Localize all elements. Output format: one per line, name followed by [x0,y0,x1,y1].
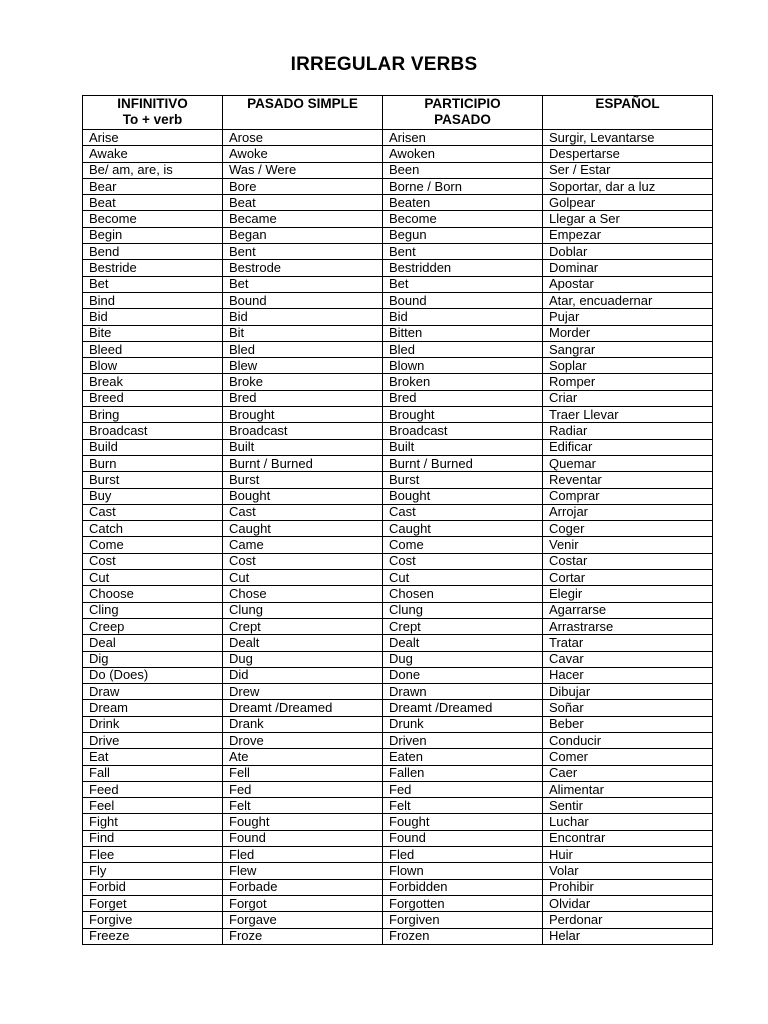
infinitive-cell: Dig [83,651,223,667]
past-participle-cell: Blown [383,358,543,374]
table-row [83,798,713,814]
table-row [83,211,713,227]
table-row [83,276,713,292]
spanish-cell: Arrojar [543,504,713,520]
spanish-cell: Morder [543,325,713,341]
table-row [83,130,713,146]
past-participle-cell: Come [383,537,543,553]
table-row [83,227,713,243]
table-row [83,602,713,618]
past-participle-cell: Brought [383,407,543,423]
table-row [83,341,713,357]
past-participle-cell: Dug [383,651,543,667]
table-row [83,814,713,830]
infinitive-cell: Choose [83,586,223,602]
spanish-cell: Atar, encuadernar [543,292,713,308]
past-simple-cell: Blew [223,358,383,374]
infinitive-cell: Cast [83,504,223,520]
table-row [83,374,713,390]
infinitive-cell: Blow [83,358,223,374]
past-participle-cell: Done [383,667,543,683]
past-participle-cell: Chosen [383,586,543,602]
past-simple-cell: Bore [223,178,383,194]
past-simple-cell: Broadcast [223,423,383,439]
table-row [83,895,713,911]
past-simple-cell: Began [223,227,383,243]
header-infinitivo-sublabel: To + verb [122,112,183,127]
infinitive-cell: Begin [83,227,223,243]
past-simple-cell: Came [223,537,383,553]
infinitive-cell: Forget [83,895,223,911]
past-participle-cell: Broken [383,374,543,390]
past-simple-cell: Bit [223,325,383,341]
past-participle-cell: Fed [383,781,543,797]
past-simple-cell: Brought [223,407,383,423]
past-participle-cell: Fought [383,814,543,830]
past-simple-cell: Did [223,667,383,683]
past-simple-cell: Ate [223,749,383,765]
spanish-cell: Elegir [543,586,713,602]
infinitive-cell: Creep [83,618,223,634]
spanish-cell: Encontrar [543,830,713,846]
infinitive-cell: Arise [83,130,223,146]
past-participle-cell: Crept [383,618,543,634]
past-simple-cell: Beat [223,195,383,211]
verb-rows [83,130,713,945]
past-participle-cell: Burst [383,472,543,488]
past-participle-cell: Become [383,211,543,227]
header-participio-sublabel: PASADO [434,112,491,127]
table-row [83,195,713,211]
infinitive-cell: Flee [83,847,223,863]
past-simple-cell: Felt [223,798,383,814]
spanish-cell: Conducir [543,732,713,748]
infinitive-cell: Bear [83,178,223,194]
past-participle-cell: Found [383,830,543,846]
past-simple-cell: Fled [223,847,383,863]
spanish-cell: Tratar [543,635,713,651]
infinitive-cell: Bind [83,292,223,308]
table-row [83,309,713,325]
past-simple-cell: Burst [223,472,383,488]
past-participle-cell: Bid [383,309,543,325]
past-participle-cell: Bent [383,244,543,260]
infinitive-cell: Broadcast [83,423,223,439]
infinitive-cell: Deal [83,635,223,651]
past-simple-cell: Bought [223,488,383,504]
infinitive-cell: Breed [83,390,223,406]
infinitive-cell: Draw [83,684,223,700]
past-simple-cell: Awoke [223,146,383,162]
past-participle-cell: Begun [383,227,543,243]
table-row [83,439,713,455]
past-simple-cell: Drew [223,684,383,700]
irregular-verbs-table [82,95,713,945]
past-participle-cell: Dealt [383,635,543,651]
table-row [83,586,713,602]
spanish-cell: Arrastrarse [543,618,713,634]
table-row [83,292,713,308]
spanish-cell: Prohibir [543,879,713,895]
infinitive-cell: Bid [83,309,223,325]
spanish-cell: Empezar [543,227,713,243]
spanish-cell: Doblar [543,244,713,260]
past-simple-cell: Drank [223,716,383,732]
past-participle-cell: Driven [383,732,543,748]
past-simple-cell: Cost [223,553,383,569]
table-row [83,521,713,537]
infinitive-cell: Bite [83,325,223,341]
table-row [83,716,713,732]
header-espanol [543,96,713,130]
past-simple-cell: Arose [223,130,383,146]
past-participle-cell: Awoken [383,146,543,162]
past-participle-cell: Arisen [383,130,543,146]
table-row [83,879,713,895]
past-simple-cell: Forbade [223,879,383,895]
spanish-cell: Venir [543,537,713,553]
past-participle-cell: Broadcast [383,423,543,439]
spanish-cell: Caer [543,765,713,781]
spanish-cell: Sentir [543,798,713,814]
past-simple-cell: Built [223,439,383,455]
infinitive-cell: Find [83,830,223,846]
table-row [83,488,713,504]
infinitive-cell: Fly [83,863,223,879]
past-participle-cell: Drawn [383,684,543,700]
past-participle-cell: Drunk [383,716,543,732]
past-participle-cell: Clung [383,602,543,618]
infinitive-cell: Bet [83,276,223,292]
spanish-cell: Helar [543,928,713,944]
infinitive-cell: Cling [83,602,223,618]
spanish-cell: Luchar [543,814,713,830]
table-row [83,618,713,634]
past-participle-cell: Bestridden [383,260,543,276]
table-header-row [83,96,713,130]
spanish-cell: Perdonar [543,912,713,928]
spanish-cell: Hacer [543,667,713,683]
past-participle-cell: Forbidden [383,879,543,895]
past-participle-cell: Fled [383,847,543,863]
infinitive-cell: Beat [83,195,223,211]
table-row [83,651,713,667]
header-infinitivo [83,96,223,130]
past-participle-cell: Felt [383,798,543,814]
infinitive-cell: Fight [83,814,223,830]
past-participle-cell: Bred [383,390,543,406]
infinitive-cell: Eat [83,749,223,765]
past-simple-cell: Fell [223,765,383,781]
spanish-cell: Quemar [543,455,713,471]
table-row [83,472,713,488]
table-row [83,847,713,863]
past-participle-cell: Been [383,162,543,178]
infinitive-cell: Come [83,537,223,553]
header-infinitivo-label: INFINITIVO [117,96,188,111]
spanish-cell: Ser / Estar [543,162,713,178]
past-simple-cell: Bled [223,341,383,357]
spanish-cell: Sangrar [543,341,713,357]
past-simple-cell: Broke [223,374,383,390]
past-participle-cell: Cut [383,570,543,586]
past-simple-cell: Drove [223,732,383,748]
header-participio-pasado [383,96,543,130]
infinitive-cell: Feel [83,798,223,814]
spanish-cell: Traer Llevar [543,407,713,423]
spanish-cell: Golpear [543,195,713,211]
spanish-cell: Costar [543,553,713,569]
past-participle-cell: Fallen [383,765,543,781]
spanish-cell: Apostar [543,276,713,292]
infinitive-cell: Burn [83,455,223,471]
infinitive-cell: Build [83,439,223,455]
past-participle-cell: Dreamt /Dreamed [383,700,543,716]
infinitive-cell: Be/ am, are, is [83,162,223,178]
past-simple-cell: Bred [223,390,383,406]
spanish-cell: Cavar [543,651,713,667]
table-row [83,423,713,439]
past-participle-cell: Built [383,439,543,455]
spanish-cell: Soñar [543,700,713,716]
header-espanol-label: ESPAÑOL [595,96,660,111]
infinitive-cell: Bestride [83,260,223,276]
table-row [83,260,713,276]
infinitive-cell: Cut [83,570,223,586]
infinitive-cell: Burst [83,472,223,488]
table-row [83,407,713,423]
past-simple-cell: Dealt [223,635,383,651]
spanish-cell: Comer [543,749,713,765]
spanish-cell: Dibujar [543,684,713,700]
past-participle-cell: Frozen [383,928,543,944]
infinitive-cell: Fall [83,765,223,781]
past-simple-cell: Became [223,211,383,227]
table-row [83,244,713,260]
header-participio-label: PARTICIPIO [424,96,501,111]
table-row [83,863,713,879]
spanish-cell: Soportar, dar a luz [543,178,713,194]
header-pasado-simple [223,96,383,130]
past-participle-cell: Bound [383,292,543,308]
table-row [83,146,713,162]
spanish-cell: Edificar [543,439,713,455]
table-row [83,667,713,683]
past-simple-cell: Fed [223,781,383,797]
spanish-cell: Volar [543,863,713,879]
table-row [83,765,713,781]
infinitive-cell: Drive [83,732,223,748]
past-simple-cell: Bid [223,309,383,325]
past-participle-cell: Flown [383,863,543,879]
table-row [83,732,713,748]
past-participle-cell: Bled [383,341,543,357]
infinitive-cell: Bleed [83,341,223,357]
past-participle-cell: Cast [383,504,543,520]
table-row [83,635,713,651]
past-participle-cell: Caught [383,521,543,537]
infinitive-cell: Forbid [83,879,223,895]
spanish-cell: Coger [543,521,713,537]
table-row [83,358,713,374]
past-simple-cell: Was / Were [223,162,383,178]
infinitive-cell: Bring [83,407,223,423]
table-row [83,390,713,406]
table-row [83,928,713,944]
table-row [83,749,713,765]
table-row [83,830,713,846]
page-title: IRREGULAR VERBS [290,54,478,75]
infinitive-cell: Bend [83,244,223,260]
table-row [83,684,713,700]
past-simple-cell: Burnt / Burned [223,455,383,471]
table-row [83,781,713,797]
past-participle-cell: Beaten [383,195,543,211]
table-row [83,570,713,586]
past-simple-cell: Forgave [223,912,383,928]
past-simple-cell: Bet [223,276,383,292]
past-simple-cell: Flew [223,863,383,879]
table-row [83,325,713,341]
past-simple-cell: Found [223,830,383,846]
spanish-cell: Pujar [543,309,713,325]
table-row [83,504,713,520]
past-simple-cell: Forgot [223,895,383,911]
past-participle-cell: Bought [383,488,543,504]
spanish-cell: Soplar [543,358,713,374]
past-simple-cell: Chose [223,586,383,602]
infinitive-cell: Awake [83,146,223,162]
spanish-cell: Dominar [543,260,713,276]
past-simple-cell: Bound [223,292,383,308]
past-simple-cell: Froze [223,928,383,944]
spanish-cell: Despertarse [543,146,713,162]
spanish-cell: Reventar [543,472,713,488]
infinitive-cell: Do (Does) [83,667,223,683]
table-row [83,700,713,716]
infinitive-cell: Buy [83,488,223,504]
spanish-cell: Criar [543,390,713,406]
past-simple-cell: Cut [223,570,383,586]
past-participle-cell: Bet [383,276,543,292]
spanish-cell: Surgir, Levantarse [543,130,713,146]
table-row [83,178,713,194]
infinitive-cell: Cost [83,553,223,569]
spanish-cell: Olvidar [543,895,713,911]
spanish-cell: Cortar [543,570,713,586]
table-row [83,537,713,553]
spanish-cell: Romper [543,374,713,390]
infinitive-cell: Catch [83,521,223,537]
past-participle-cell: Cost [383,553,543,569]
past-simple-cell: Bestrode [223,260,383,276]
infinitive-cell: Dream [83,700,223,716]
spanish-cell: Radiar [543,423,713,439]
past-simple-cell: Cast [223,504,383,520]
past-simple-cell: Clung [223,602,383,618]
infinitive-cell: Forgive [83,912,223,928]
past-simple-cell: Crept [223,618,383,634]
past-participle-cell: Burnt / Burned [383,455,543,471]
past-simple-cell: Caught [223,521,383,537]
past-participle-cell: Borne / Born [383,178,543,194]
past-participle-cell: Bitten [383,325,543,341]
infinitive-cell: Become [83,211,223,227]
header-pasado-label: PASADO SIMPLE [247,96,358,111]
spanish-cell: Alimentar [543,781,713,797]
table-row [83,455,713,471]
past-participle-cell: Eaten [383,749,543,765]
infinitive-cell: Drink [83,716,223,732]
past-simple-cell: Fought [223,814,383,830]
infinitive-cell: Break [83,374,223,390]
spanish-cell: Comprar [543,488,713,504]
past-simple-cell: Bent [223,244,383,260]
past-participle-cell: Forgiven [383,912,543,928]
past-participle-cell: Forgotten [383,895,543,911]
table-row [83,162,713,178]
spanish-cell: Llegar a Ser [543,211,713,227]
spanish-cell: Huir [543,847,713,863]
past-simple-cell: Dug [223,651,383,667]
table-row [83,553,713,569]
past-simple-cell: Dreamt /Dreamed [223,700,383,716]
table-row [83,912,713,928]
infinitive-cell: Feed [83,781,223,797]
infinitive-cell: Freeze [83,928,223,944]
spanish-cell: Agarrarse [543,602,713,618]
spanish-cell: Beber [543,716,713,732]
